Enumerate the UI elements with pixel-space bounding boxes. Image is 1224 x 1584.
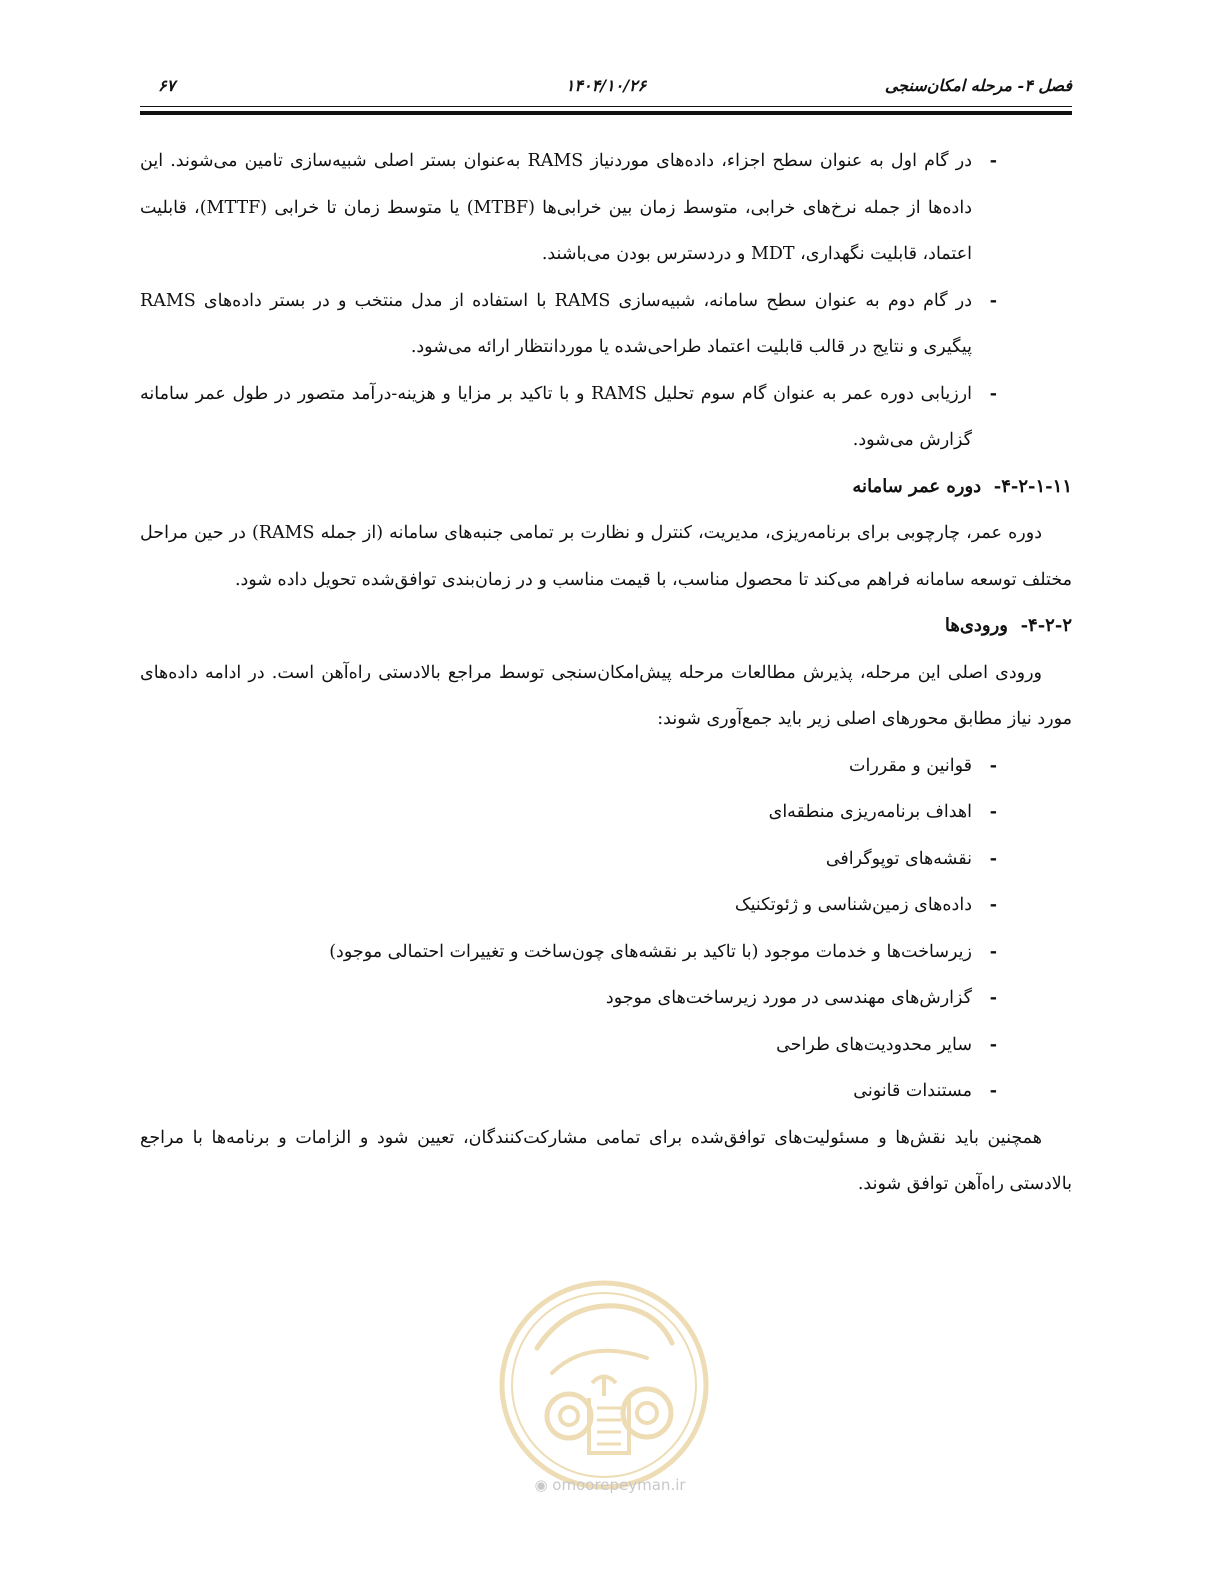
section-number: ۴-۲-۱-۱۱- <box>993 475 1072 497</box>
page-body <box>140 138 1072 1208</box>
list-item: - زیرساخت‌ها و خدمات موجود (با تاکید بر نقشه‌های چون‌ساخت و تغییرات احتمالی موجود) <box>140 929 1072 976</box>
list-item: - داده‌های زمین‌شناسی و ژئوتکنیک <box>140 882 1072 929</box>
header-rule-thick <box>140 111 1072 115</box>
header-rule-thin <box>140 106 1072 107</box>
list-item: - گزارش‌های مهندسی در مورد زیرساخت‌های موجود <box>140 975 1072 1022</box>
list-item: - ارزیابی دوره عمر به عنوان گام سوم تحلیل RAMS و با تاکید بر مزایا و هزینه-درآمد متصور در طول عمر سامانه گزارش می‌شود. <box>140 371 1072 464</box>
inputs-list <box>140 743 1072 1115</box>
closing-paragraph: همچنین باید نقش‌ها و مسئولیت‌های توافق‌شده برای تمامی مشارکت‌کنندگان، تعیین شود و الزامات و برنامه‌ها با مراجع بالادستی راه‌آهن توافق شوند. <box>140 1127 1072 1194</box>
list-item: - قوانین و مقررات <box>140 743 1072 790</box>
list-item: - مستندات قانونی <box>140 1068 1072 1115</box>
rams-steps-list <box>140 138 1072 464</box>
header-date: ۱۴۰۴/۱۰/۲۶ <box>565 76 647 95</box>
section-number: ۴-۲-۲- <box>1020 615 1072 636</box>
page-header <box>140 74 1072 104</box>
watermark-seal-icon <box>497 1278 711 1492</box>
list-item: - سایر محدودیت‌های طراحی <box>140 1022 1072 1069</box>
chapter-title: فصل ۴- مرحله امکان‌سنجی <box>884 76 1072 95</box>
list-item: - اهداف برنامه‌ریزی منطقه‌ای <box>140 789 1072 836</box>
section-title: دوره عمر سامانه <box>852 475 982 497</box>
list-item: - در گام دوم به عنوان سطح سامانه، شبیه‌سازی RAMS با استفاده از مدل منتخب و در بستر داده‌های RAMS پیگیری و نتایج در قالب قابلیت اعتماد طراحی‌شده یا موردانتظار ارائه می‌شود. <box>140 278 1072 371</box>
section-title: ورودی‌ها <box>944 615 1009 636</box>
page-number: ۶۷ <box>158 76 176 95</box>
section-heading-lifecycle <box>140 464 1072 511</box>
list-item: - در گام اول به عنوان سطح اجزاء، داده‌های موردنیاز RAMS به‌عنوان بستر اصلی شبیه‌سازی تامین می‌شوند. این داده‌ها از جمله نرخ‌های خرابی، متوسط زمان بین خرابی‌ها (MTBF) یا متوسط زمان تا خرابی (MTTF)، قابلیت اعتماد، قابلیت نگهداری، MDT و دردسترس بودن می‌باشند. <box>140 138 1072 278</box>
watermark-site: ◉ omoorepeyman.ir <box>534 1476 686 1494</box>
lifecycle-paragraph: دوره عمر، چارچوبی برای برنامه‌ریزی، مدیریت، کنترل و نظارت بر تمامی جنبه‌های سامانه (از جمله RAMS) در حین مراحل مختلف توسعه سامانه فراهم می‌کند تا محصول مناسب، با قیمت مناسب و در زمان‌بندی توافق‌شده تحویل داده شود. <box>140 523 1072 590</box>
inputs-paragraph: ورودی اصلی این مرحله، پذیرش مطالعات مرحله پیش‌امکان‌سنجی توسط مراجع بالادستی راه‌آهن است. در ادامه داده‌های مورد نیاز مطابق محورهای اصلی زیر باید جمع‌آوری شوند: <box>140 662 1072 729</box>
list-item: - نقشه‌های توپوگرافی <box>140 836 1072 883</box>
section-heading-inputs <box>140 603 1072 650</box>
